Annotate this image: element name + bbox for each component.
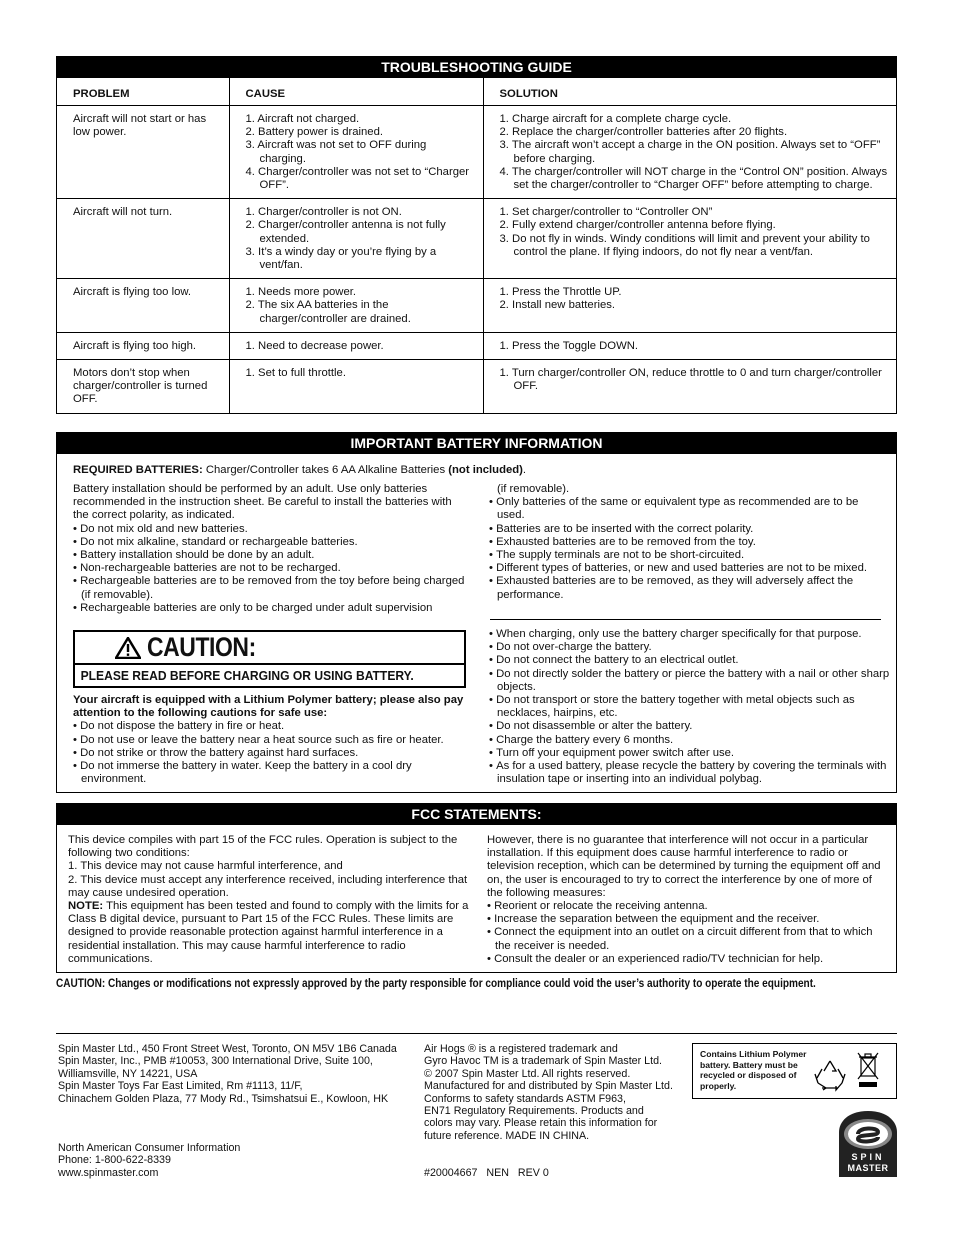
battery-left-list — [73, 523, 468, 615]
list-item: • Do not strike or throw the battery against hard surfaces. — [73, 747, 473, 760]
required-end: . — [522, 464, 527, 476]
battery-right-column — [489, 483, 884, 602]
problem-cell: Aircraft will not turn. — [57, 199, 229, 279]
list-item: 1. Charger/controller is not ON. — [245, 206, 402, 219]
table-row — [57, 279, 896, 333]
cause-cell — [229, 106, 483, 199]
required-label: REQUIRED BATTERIES: — [73, 464, 203, 476]
caution-subtitle: PLEASE READ BEFORE CHARGING OR USING BATTERY. — [80, 668, 414, 683]
caution-left-column — [73, 694, 473, 786]
list-item: • Connect the equipment into an outlet on a circuit different from that to which the receiver is needed. — [487, 926, 887, 952]
table-row — [57, 199, 896, 279]
required-batteries-line — [73, 464, 873, 477]
causes-list — [246, 340, 475, 353]
list-item: • Non-rechargeable batteries are not to be recharged. — [73, 562, 468, 575]
legal-line: Conforms to safety standards ASTM F963, — [424, 1092, 626, 1105]
header-solution: SOLUTION — [483, 78, 896, 106]
list-item: • Battery installation should be done by an adult. — [73, 549, 468, 562]
list-item: • Do not transport or store the battery together with metal objects such as necklaces, hairpins, etc. — [489, 694, 891, 720]
warning-icon — [115, 637, 141, 659]
caution-footer: CAUTION: Changes or modifications not expressly approved by the party responsible for compliance could void the user’s authority to operate the equipment. — [56, 978, 816, 990]
legal-line: EN71 Regulatory Requirements. Products and — [424, 1105, 644, 1118]
legal-text — [424, 1043, 689, 1142]
solutions-list — [500, 340, 889, 353]
note-text: This equipment has been tested and found to comply with the limits for a Class B digital device, pursuant to Part 15 of the FCC Rules. These limits are designed to provide reasonable protection against harmful interference in a residential installation. This may cause harmful interference to radio communications. — [68, 900, 469, 965]
address-line: Spin Master, Inc., PMB #10053, 300 International Drive, Suite 100, — [58, 1055, 373, 1068]
list-item: 1. Turn charger/controller ON, reduce throttle to 0 and turn charger/controller OFF. — [499, 367, 882, 393]
causes-list — [246, 286, 475, 326]
list-item: 1. Set to full throttle. — [245, 367, 346, 380]
fcc-right-list — [487, 900, 887, 966]
fcc-title: FCC STATEMENTS: — [57, 804, 896, 825]
list-item: • Reorient or relocate the receiving antenna. — [487, 900, 887, 913]
solution-cell — [483, 199, 896, 279]
battery-intro: Battery installation should be performed by an adult. Use only batteries recommended in the instruction sheet. Be careful to install the batteries with the correct polarity, as indicated. — [73, 483, 452, 522]
battery-right-list — [489, 496, 884, 602]
caution-right-column — [489, 628, 891, 786]
problem-cell: Aircraft will not start or has low power. — [57, 106, 229, 199]
fcc-left-column — [68, 834, 470, 966]
address-line: Spin Master Toys Far East Limited, Rm #1113, 11/F, — [58, 1080, 303, 1093]
list-item: 3. Do not fly in winds. Windy conditions will limit and prevent your ability to control the plane. If flying indoors, do not fly near a vent/fan. — [499, 232, 870, 258]
solution-cell — [483, 360, 896, 413]
cause-cell — [229, 360, 483, 413]
consumer-title: North American Consumer Information — [58, 1142, 241, 1154]
troubleshooting-title: TROUBLESHOOTING GUIDE — [57, 57, 896, 78]
solutions-list — [500, 367, 889, 393]
consumer-website: www.spinmaster.com — [58, 1166, 159, 1179]
divider — [490, 619, 881, 620]
list-item: • Do not use or leave the battery near a heat source such as fire or heater. — [73, 734, 473, 747]
list-item: 2. Replace the charger/controller batteries after 20 flights. — [499, 126, 788, 139]
fcc-section — [56, 803, 897, 973]
solutions-list — [500, 113, 889, 192]
list-item: 1. Press the Toggle DOWN. — [499, 339, 639, 352]
fcc-left-intro: This device compiles with part 15 of the FCC rules. Operation is subject to the following two conditions: — [68, 834, 458, 860]
cause-cell — [229, 332, 483, 359]
solutions-list — [500, 206, 889, 259]
list-item: 4. Charger/controller was not set to “Charger OFF”. — [245, 165, 470, 192]
part-number: #20004667 NEN REV 0 — [424, 1167, 549, 1179]
list-item: 2. Charger/controller antenna is not fully extended. — [245, 219, 446, 245]
caution-right-list — [489, 628, 891, 786]
fcc-note — [68, 900, 470, 966]
recycle-icon — [812, 1057, 848, 1093]
caution-left-list — [73, 720, 473, 786]
troubleshooting-section — [56, 56, 897, 414]
troubleshooting-table — [57, 78, 896, 413]
footer-addresses — [58, 1043, 418, 1105]
header-problem: PROBLEM — [57, 78, 229, 106]
list-item: 3. The aircraft won’t accept a charge in the ON position. Always set to “OFF” before charging. — [499, 139, 881, 165]
logo-word-spin: SPIN — [851, 1152, 885, 1162]
header-cause: CAUSE — [229, 78, 483, 106]
spin-master-logo — [838, 1110, 898, 1178]
cause-cell — [229, 279, 483, 333]
list-item: • Exhausted batteries are to be removed from the toy. — [489, 536, 884, 549]
list-item: • Only batteries of the same or equivalent type as recommended are to be used. — [489, 496, 884, 522]
list-item: 2. Install new batteries. — [499, 299, 616, 312]
required-note: (not included) — [448, 464, 523, 476]
consumer-phone: Phone: 1-800-622-8339 — [58, 1154, 171, 1167]
list-item: 3. Aircraft was not set to OFF during charging. — [245, 139, 427, 165]
list-item: • Rechargeable batteries are to be removed from the toy before being charged (if removable). — [73, 575, 468, 601]
list-item: 1. Need to decrease power. — [245, 339, 384, 352]
list-item: • Different types of batteries, or new and used batteries are not to be mixed. — [489, 562, 884, 575]
address-line: Spin Master Ltd., 450 Front Street West, Toronto, ON M5V 1B6 Canada — [58, 1043, 397, 1055]
list-item: 1. Charge aircraft for a complete charge cycle. — [499, 113, 732, 125]
causes-list — [246, 206, 475, 272]
note-label: NOTE: — [68, 900, 104, 913]
legal-line: future reference. MADE IN CHINA. — [424, 1129, 590, 1142]
list-item: • Consult the dealer or an experienced radio/TV technician for help. — [487, 953, 887, 966]
causes-list — [246, 113, 475, 192]
caution-title: CAUTION: — [147, 632, 256, 662]
footer-rule — [56, 1033, 897, 1034]
logo-word-master: MASTER — [847, 1163, 889, 1173]
table-row — [57, 106, 896, 199]
list-item: • Do not immerse the battery in water. Keep the battery in a cool dry environment. — [73, 760, 473, 786]
legal-line: Gyro Havoc TM is a trademark of Spin Master Ltd. — [424, 1055, 662, 1068]
list-item: 3. It’s a windy day or you’re flying by a vent/fan. — [245, 245, 437, 272]
battery-continued: (if removable). — [497, 483, 570, 495]
list-item: • Turn off your equipment power switch after use. — [489, 747, 891, 760]
caution-box — [73, 630, 466, 688]
list-item: 2. Battery power is drained. — [245, 126, 384, 139]
cause-cell — [229, 199, 483, 279]
required-text: Charger/Controller takes 6 AA Alkaline Batteries — [202, 464, 449, 476]
problem-cell: Motors don’t stop when charger/controller is turned OFF. — [57, 360, 229, 413]
battery-left-column — [73, 483, 468, 615]
list-item: • Do not connect the battery to an electrical outlet. — [489, 654, 891, 667]
list-item: • When charging, only use the battery charger specifically for that purpose. — [489, 628, 891, 641]
list-item: • Exhausted batteries are to be removed, as they will adversely affect the performance. — [489, 575, 884, 601]
list-item: • Charge the battery every 6 months. — [489, 734, 891, 747]
crossed-bin-icon — [856, 1050, 880, 1090]
list-item: • As for a used battery, please recycle the battery by covering the terminals with insulation tape or inserting into an individual polybag. — [489, 760, 891, 786]
list-item: • Do not mix old and new batteries. — [73, 523, 468, 536]
list-item: 1. Set charger/controller to “Controller ON” — [499, 206, 713, 219]
list-item: 1. Press the Throttle UP. — [499, 286, 622, 299]
list-item: • Do not over-charge the battery. — [489, 641, 891, 654]
fcc-condition-1: 1. This device may not cause harmful interference, and — [68, 860, 343, 873]
lipo-notice-box — [692, 1043, 897, 1099]
fcc-condition-2: 2. This device must accept any interference received, including interference that may cause undesired operation. — [68, 873, 468, 899]
list-item: 2. The six AA batteries in the charger/controller are drained. — [245, 299, 411, 325]
list-item: • Increase the separation between the equipment and the receiver. — [487, 913, 887, 926]
list-item: • The supply terminals are not to be short-circuited. — [489, 549, 884, 562]
solution-cell — [483, 279, 896, 333]
fcc-right-column — [487, 834, 887, 966]
fcc-right-intro: However, there is no guarantee that interference will not occur in a particular installation. If this equipment does cause harmful interference to radio or television reception, which can be determined by turning the equipment off and on, the user is encouraged to try to correct the interference by one of more of the following measures: — [487, 834, 881, 899]
battery-title: IMPORTANT BATTERY INFORMATION — [57, 433, 896, 454]
list-item: • Rechargeable batteries are only to be charged under adult supervision — [73, 602, 468, 615]
problem-cell: Aircraft is flying too high. — [57, 332, 229, 359]
legal-line: Manufactured for and distributed by Spin Master Ltd. — [424, 1080, 673, 1093]
list-item: • Do not dispose the battery in fire or heat. — [73, 720, 473, 733]
solution-cell — [483, 106, 896, 199]
table-row — [57, 360, 896, 413]
list-item: 2. Fully extend charger/controller antenna before flying. — [499, 219, 776, 232]
table-header-row — [57, 78, 896, 106]
legal-line: Air Hogs ® is a registered trademark and — [424, 1043, 618, 1055]
list-item: • Do not directly solder the battery or pierce the battery with a nail or other sharp objects. — [489, 668, 891, 694]
list-item: 1. Needs more power. — [245, 286, 357, 299]
solutions-list — [500, 286, 889, 312]
legal-line: colors may vary. Please retain this information for — [424, 1117, 658, 1130]
address-line: Chinachem Golden Plaza, 77 Mody Rd., Tsimshatsui E., Kowloon, HK — [58, 1092, 389, 1105]
lipo-notice: Contains Lithium Polymer battery. Battery must be recycled or disposed of properly. — [700, 1049, 807, 1091]
caution-lead: Your aircraft is equipped with a Lithium Polymer battery; please also pay attention to the following cautions for safe use: — [73, 694, 464, 720]
list-item: 1. Aircraft not charged. — [245, 113, 360, 125]
causes-list — [246, 367, 475, 380]
legal-line: © 2007 Spin Master Ltd. All rights reserved. — [424, 1067, 631, 1080]
problem-cell: Aircraft is flying too low. — [57, 279, 229, 333]
list-item: • Do not mix alkaline, standard or rechargeable batteries. — [73, 536, 468, 549]
address-line: Williamsville, NY 14221, USA — [58, 1067, 198, 1080]
list-item: • Batteries are to be inserted with the correct polarity. — [489, 523, 884, 536]
list-item: 4. The charger/controller will NOT charge in the “Control ON” position. Always set the charger/controller to “Charger OFF” before attempting to charge. — [499, 165, 888, 192]
caution-header — [75, 632, 464, 665]
solution-cell — [483, 332, 896, 359]
table-row — [57, 332, 896, 359]
list-item: • Do not disassemble or alter the battery. — [489, 720, 891, 733]
battery-section — [56, 432, 897, 793]
consumer-info — [58, 1142, 358, 1179]
